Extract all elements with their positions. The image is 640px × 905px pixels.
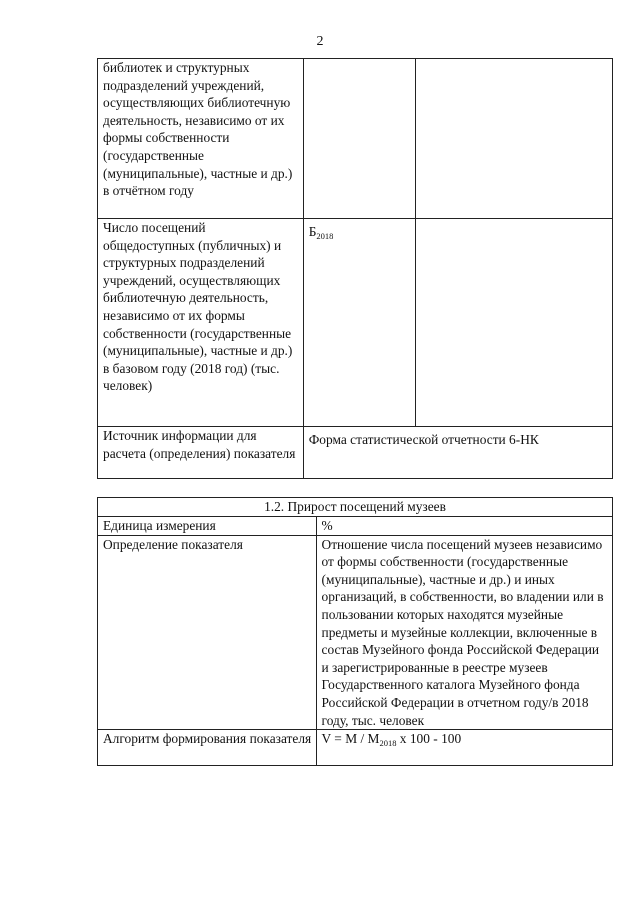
formula-left: V = M / M (321, 731, 380, 747)
algorithm-label: Алгоритм формирования показателя (98, 730, 317, 766)
table-row (98, 427, 613, 479)
variable-symbol-subscript: 2018 (316, 231, 334, 241)
variable-symbol-base: Б (308, 224, 317, 239)
table-cell: библиотек и структурных подразделений учреждений, осуществляющих библиотечную деятельность, независимо от их формы собственности (государственные (муниципальные), частные и др.) в отчётном году (98, 59, 304, 219)
indicator-table-continued (97, 58, 613, 479)
table-row (98, 59, 613, 219)
unit-value: % (316, 517, 612, 536)
table-row (98, 219, 613, 427)
section-title: 1.2. Прирост посещений музеев (98, 498, 613, 517)
page-number: 2 (316, 34, 324, 49)
table-cell-empty (416, 219, 613, 427)
unit-label: Единица измерения (98, 517, 317, 536)
definition-value: Отношение числа посещений музеев независимо от формы собственности (государственные (муниципальные), частные и др.) и иных организаций, в собственности, во владении или в пользовании которых находятся музейные предметы и музейные коллекции, включенные в состав Музейного фонда Российской Федерации и зарегистрированные в реестре музеев Государственного каталога Музейного фонда Российской Федерации в отчетном году/в 2018 году, тыс. человек (316, 535, 612, 730)
table-row (98, 535, 613, 730)
formula-right: x 100 - 100 (396, 731, 462, 747)
table-title-row (98, 498, 613, 517)
table-row (98, 730, 613, 766)
museum-visits-table (97, 497, 613, 766)
table-cell-empty (416, 59, 613, 219)
variable-symbol (303, 219, 416, 427)
source-label: Источник информации для расчета (определения) показателя (98, 427, 304, 479)
algorithm-formula (316, 730, 612, 766)
formula-subscript: 2018 (379, 738, 397, 749)
table-cell: Число посещений общедоступных (публичных) и структурных подразделений учреждений, осуществляющих библиотечную деятельность, независимо от их формы собственности (государственные (муниципальные), частные и др.) в базовом году (2018 год) (тыс. человек) (98, 219, 304, 427)
table-row (98, 517, 613, 536)
source-value: Форма статистической отчетности 6-НК (303, 427, 612, 479)
definition-label: Определение показателя (98, 535, 317, 730)
table-cell-empty (303, 59, 416, 219)
